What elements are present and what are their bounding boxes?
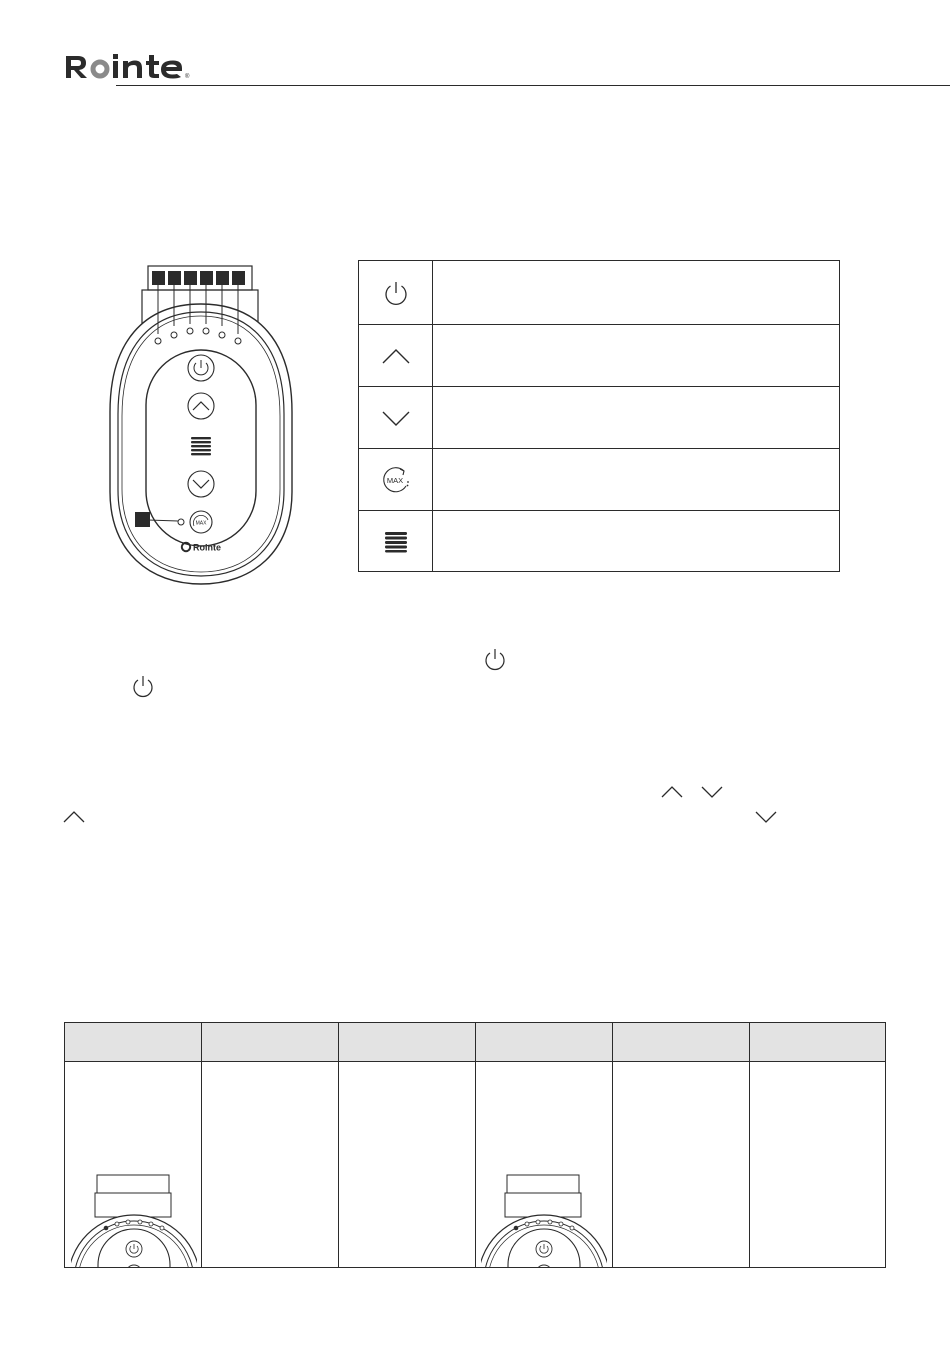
chevron-up-icon: [62, 809, 86, 825]
control-description: [445, 261, 831, 324]
control-icon-cell: [359, 261, 433, 324]
control-row-up: [359, 324, 839, 387]
column-divider: [201, 1023, 202, 1267]
thermostat-device-diagram: [104, 262, 298, 588]
control-description: [445, 387, 831, 449]
rointe-logo: [64, 48, 210, 82]
chevron-up-icon: [660, 784, 684, 800]
heating-level-table: [64, 1022, 886, 1268]
power-icon: [381, 278, 411, 308]
mini-device-diagram: [71, 1173, 197, 1268]
level-indicator-squares: [152, 271, 245, 285]
power-icon: [130, 673, 156, 699]
device-max-label: MAX: [195, 520, 207, 527]
control-icon-cell: [359, 325, 433, 387]
control-description: [445, 449, 831, 511]
controls-legend-table: [358, 260, 840, 572]
max-callout-square: [135, 512, 150, 527]
chevron-up-icon: [381, 346, 411, 366]
header-rule: [116, 85, 950, 86]
column-divider: [612, 1023, 613, 1267]
control-icon-cell: [359, 449, 433, 511]
control-description: [445, 325, 831, 387]
registered-mark: ®: [185, 74, 190, 80]
control-icon-cell: [359, 387, 433, 449]
mini-device-diagram: [481, 1173, 607, 1268]
max-cycle-icon: [379, 463, 413, 497]
column-divider: [475, 1023, 476, 1267]
stripes-icon: [384, 531, 408, 553]
device-brand-label: Rointe: [193, 542, 221, 553]
control-row-power: [359, 261, 839, 324]
power-icon: [482, 646, 508, 672]
control-description: [445, 511, 831, 572]
control-row-max: [359, 448, 839, 511]
control-row-mode: [359, 510, 839, 572]
column-divider: [749, 1023, 750, 1267]
control-row-down: [359, 386, 839, 449]
chevron-down-icon: [381, 408, 411, 428]
chevron-down-icon: [754, 809, 778, 825]
column-divider: [338, 1023, 339, 1267]
control-icon-cell: [359, 511, 433, 572]
chevron-down-icon: [700, 784, 724, 800]
max-label: MAX: [386, 476, 403, 485]
